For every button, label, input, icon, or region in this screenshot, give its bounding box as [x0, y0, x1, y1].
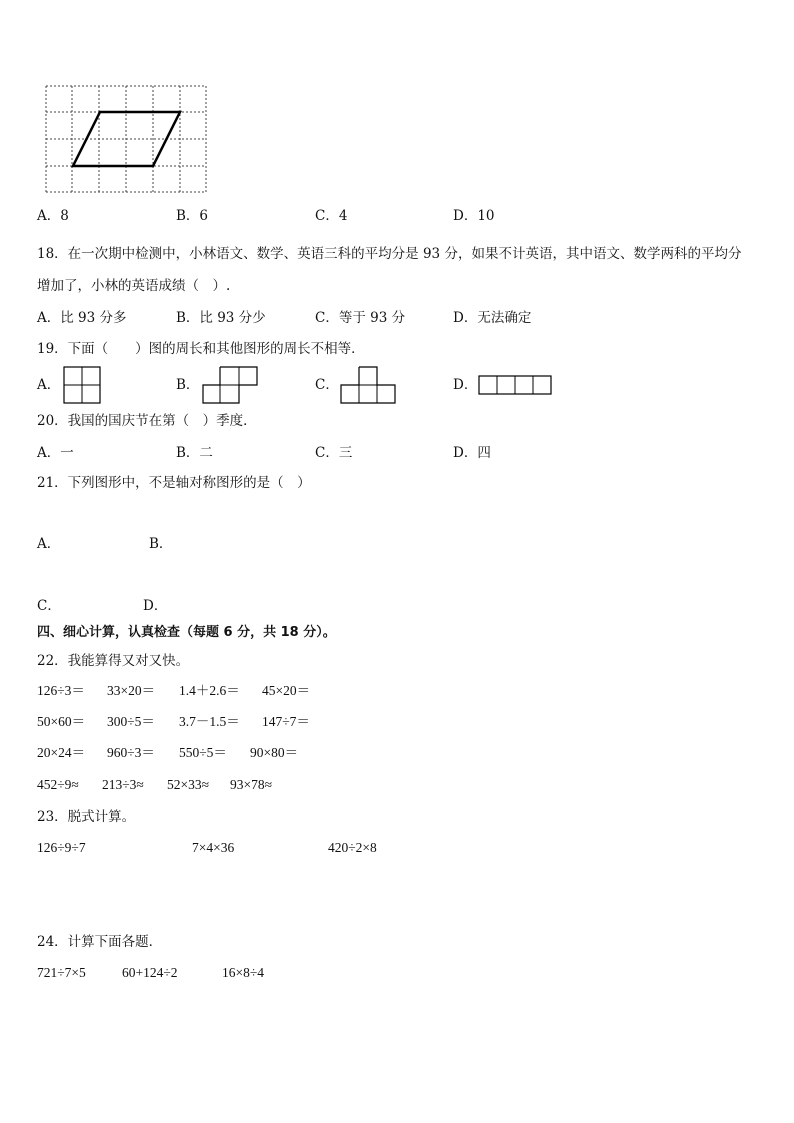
q18-text-line1: 18．在一次期中检测中，小林语文、数学、英语三科的平均分是 93 分，如果不计英语，其中语文、数学两科的平均分: [37, 246, 742, 262]
q23-expr: 126÷9÷7: [37, 840, 86, 855]
q22-expr: 33×20＝: [107, 683, 156, 698]
q23-text: 23．脱式计算。: [37, 809, 136, 825]
q22-expr: 1.4＋2.6＝: [179, 683, 240, 698]
q24-expr: 60+124÷2: [122, 965, 178, 980]
q22-expr: 550÷5＝: [179, 745, 227, 760]
q21-option-a[interactable]: A．: [37, 536, 61, 552]
q17-option-b[interactable]: B．6: [176, 208, 209, 224]
q22-expr: 93×78≈: [230, 777, 273, 792]
q18-option-b[interactable]: B．比 93 分少: [176, 310, 266, 326]
q22-expr: 147÷7＝: [262, 714, 310, 729]
q22-expr: 960÷3＝: [107, 745, 155, 760]
q19-option-a[interactable]: A．: [37, 377, 61, 393]
q22-expr: 3.7－1.5＝: [179, 714, 240, 729]
q20-option-a[interactable]: A．一: [37, 445, 74, 461]
q18-text-line2: 增加了，小林的英语成绩（ ）.: [37, 278, 231, 294]
section-4-title: 四、细心计算，认真检查（每题 6 分，共 18 分）。: [37, 625, 336, 640]
q17-option-d[interactable]: D．10: [453, 208, 495, 224]
q21-option-c[interactable]: C．: [37, 598, 61, 614]
q19-figure-d-row-of-squares: [478, 375, 558, 397]
q21-text: 21．下列图形中，不是轴对称图形的是（ ）: [37, 475, 311, 491]
q20-option-b[interactable]: B．二: [176, 445, 213, 461]
q19-text: 19．下面（ ）图的周长和其他图形的周长不相等．: [37, 341, 365, 357]
parallelogram-grid-figure: [42, 84, 212, 199]
q20-text: 20．我国的国庆节在第（ ）季度．: [37, 413, 257, 429]
q24-expr: 16×8÷4: [222, 965, 265, 980]
q22-expr: 90×80＝: [250, 745, 299, 760]
q17-option-c[interactable]: C．4: [315, 208, 348, 224]
q22-expr: 50×60＝: [37, 714, 86, 729]
q21-option-b[interactable]: B．: [149, 536, 173, 552]
q24-expr: 721÷7×5: [37, 965, 86, 980]
q20-option-d[interactable]: D．四: [453, 445, 491, 461]
q19-option-d[interactable]: D．: [453, 377, 478, 393]
q19-option-c[interactable]: C．: [315, 377, 339, 393]
q19-figure-a-square-grid: [63, 366, 103, 406]
q22-expr: 452÷9≈: [37, 777, 79, 792]
q18-option-c[interactable]: C．等于 93 分: [315, 310, 406, 326]
q22-expr: 20×24＝: [37, 745, 86, 760]
q22-expr: 300÷5＝: [107, 714, 155, 729]
q22-expr: 213÷3≈: [102, 777, 144, 792]
q19-figure-b-staircase: [202, 366, 262, 406]
q23-expr: 7×4×36: [192, 840, 235, 855]
q22-expr: 45×20＝: [262, 683, 311, 698]
q23-expr: 420÷2×8: [328, 840, 377, 855]
q18-option-d[interactable]: D．无法确定: [453, 310, 532, 326]
q24-text: 24．计算下面各题．: [37, 934, 163, 950]
q22-expr: 126÷3＝: [37, 683, 85, 698]
q22-expr: 52×33≈: [167, 777, 210, 792]
q18-option-a[interactable]: A．比 93 分多: [37, 310, 127, 326]
q21-option-d[interactable]: D．: [143, 598, 168, 614]
q19-option-b[interactable]: B．: [176, 377, 200, 393]
q22-text: 22．我能算得又对又快。: [37, 653, 190, 669]
q20-option-c[interactable]: C．三: [315, 445, 353, 461]
q19-figure-c-t-shape: [340, 366, 400, 406]
q17-option-a[interactable]: A．8: [37, 208, 69, 224]
